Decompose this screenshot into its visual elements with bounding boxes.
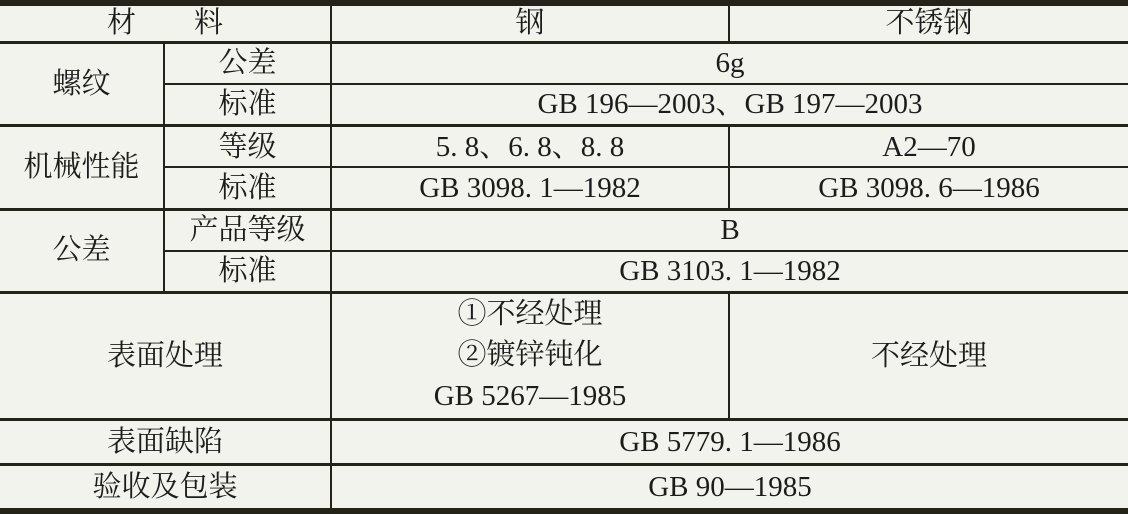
thread-standard-value: GB 196—2003、GB 197—2003 <box>331 84 1128 126</box>
header-steel: 钢 <box>331 3 729 43</box>
tolerance-standard-value: GB 3103. 1—1982 <box>331 251 1128 293</box>
tolerance-grade-row <box>0 209 1128 251</box>
surface-defects-row <box>0 420 1128 465</box>
thread-label: 螺纹 <box>0 43 164 126</box>
mechanical-grade-stainless: A2—70 <box>729 126 1128 168</box>
acceptance-packaging-label: 验收及包装 <box>0 464 331 511</box>
tolerance-product-grade-value: B <box>331 209 1128 251</box>
mechanical-grade-steel: 5. 8、6. 8、8. 8 <box>331 126 729 168</box>
surface-treatment-steel-line3: GB 5267—1985 <box>433 380 627 413</box>
surface-treatment-steel-line2: ②镀锌钝化 <box>457 339 603 372</box>
thread-tolerance-label: 公差 <box>164 43 331 85</box>
surface-treatment-steel-cell <box>331 292 729 420</box>
header-stainless: 不锈钢 <box>729 3 1128 43</box>
header-material: 材 料 <box>0 3 331 43</box>
mechanical-standard-steel: GB 3098. 1—1982 <box>331 167 729 209</box>
surface-treatment-row <box>0 292 1128 420</box>
mechanical-grade-label: 等级 <box>164 126 331 168</box>
mechanical-grade-row <box>0 126 1128 168</box>
surface-defects-label: 表面缺陷 <box>0 420 331 465</box>
header-row <box>0 3 1128 43</box>
mechanical-standard-stainless: GB 3098. 6—1986 <box>729 167 1128 209</box>
acceptance-packaging-value: GB 90—1985 <box>331 464 1128 511</box>
thread-tolerance-row <box>0 43 1128 85</box>
tolerance-standard-row <box>0 251 1128 293</box>
surface-treatment-steel-line1: ①不经处理 <box>457 298 603 331</box>
thread-standard-row <box>0 84 1128 126</box>
mechanical-label: 机械性能 <box>0 126 164 209</box>
thread-standard-label: 标准 <box>164 84 331 126</box>
surface-defects-value: GB 5779. 1—1986 <box>331 420 1128 465</box>
tolerance-label: 公差 <box>0 209 164 292</box>
acceptance-packaging-row <box>0 464 1128 511</box>
surface-treatment-label: 表面处理 <box>0 292 331 420</box>
mechanical-standard-label: 标准 <box>164 167 331 209</box>
thread-tolerance-value: 6g <box>331 43 1128 85</box>
tolerance-standard-label: 标准 <box>164 251 331 293</box>
tolerance-product-grade-label: 产品等级 <box>164 209 331 251</box>
mechanical-standard-row <box>0 167 1128 209</box>
surface-treatment-stainless-value: 不经处理 <box>729 292 1128 420</box>
